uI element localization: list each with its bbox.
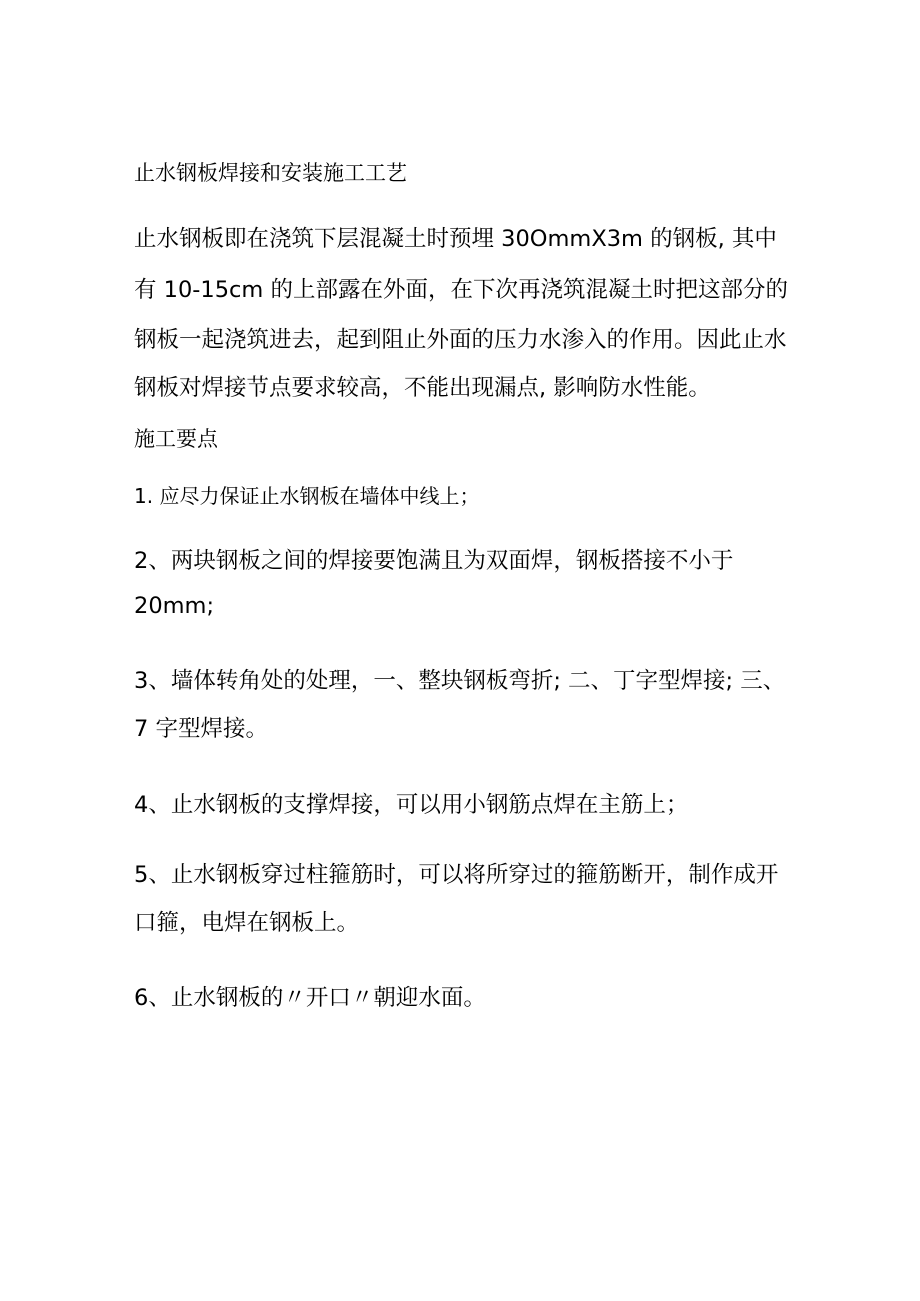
list-item-5-line-2: 口箍，电焊在钢板上。 (134, 910, 360, 936)
intro-line-2: 有 10-15cm 的上部露在外面，在下次再浇筑混凝土时把这部分的 (134, 277, 788, 303)
list-item-3-line-2: 7 字型焊接。 (134, 716, 268, 742)
list-item-5-line-1: 5、止水钢板穿过柱箍筋时，可以将所穿过的箍筋断开，制作成开 (134, 862, 779, 888)
list-item-4-line-1: 4、止水钢板的支撑焊接，可以用小钢筋点焊在主筋上； (134, 792, 689, 818)
list-item-2-line-1: 2、两块钢板之间的焊接要饱满且为双面焊，钢板搭接不小于 (134, 548, 734, 574)
list-item-1-line-1: 1. 应尽力保证止水钢板在墙体中线上； (134, 484, 480, 508)
intro-line-4: 钢板对焊接节点要求较高，不能出现漏点, 影响防水性能。 (134, 375, 711, 401)
list-item-2-line-2: 20mm; (134, 593, 215, 619)
section-heading: 施工要点 (134, 427, 218, 451)
document-title: 止水钢板焊接和安装施工工艺 (134, 161, 407, 185)
list-item-6-line-1: 6、止水钢板的〃开口〃朝迎水面。 (134, 985, 486, 1011)
list-item-3-line-1: 3、墙体转角处的处理，一、整块钢板弯折; 二、丁字型焊接; 三、 (134, 668, 786, 694)
intro-line-1: 止水钢板即在浇筑下层混凝土时预埋 30OmmX3m 的钢板, 其中 (134, 226, 777, 252)
intro-line-3: 钢板一起浇筑进去，起到阻止外面的压力水渗入的作用。因此止水 (134, 327, 787, 353)
